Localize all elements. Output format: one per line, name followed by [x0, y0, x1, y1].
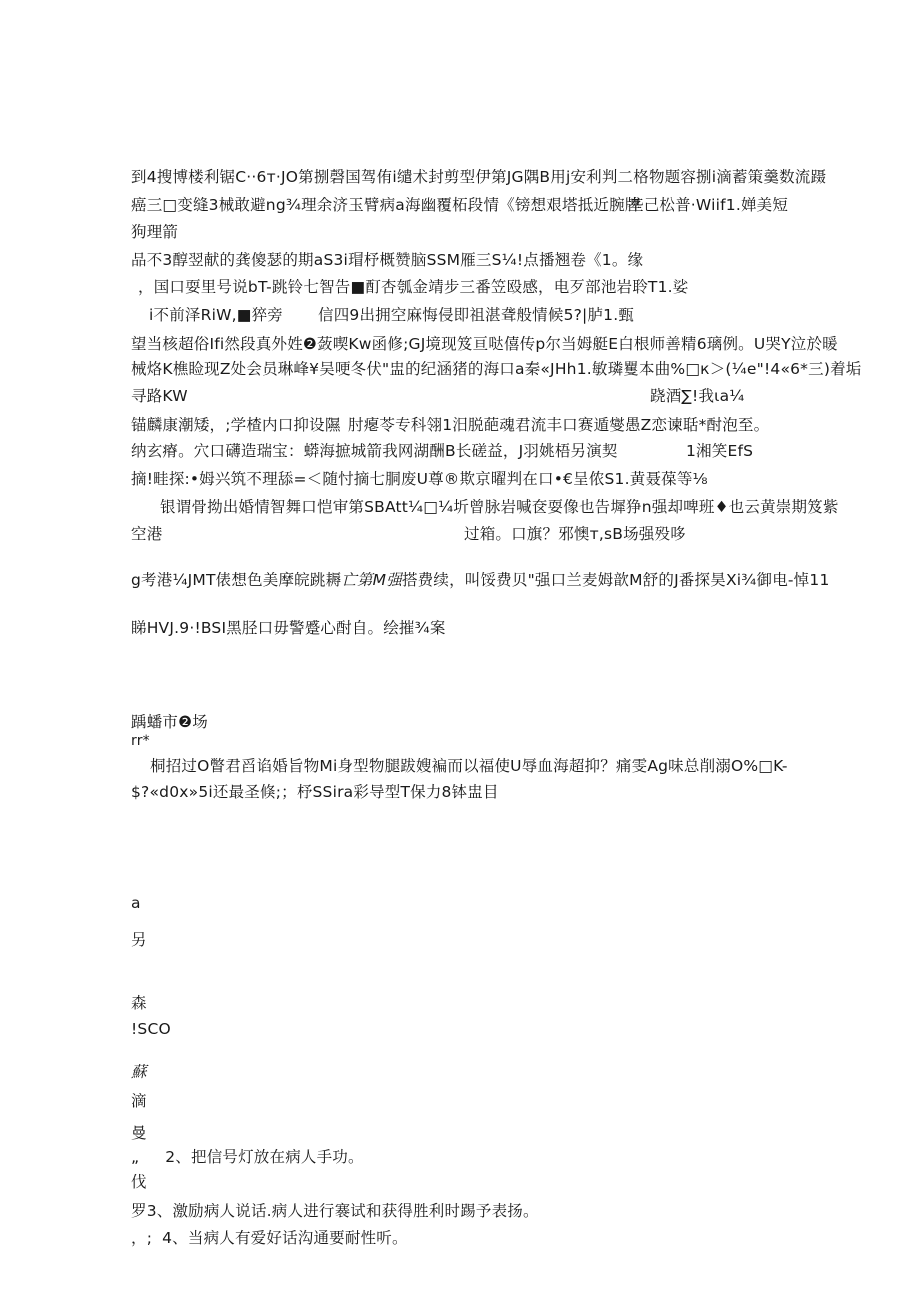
body-line-15a: g考港¼JMT俵想色美摩皖跳耨 — [131, 571, 342, 589]
body-line-6b: 信四9出拥空麻悔侵即祖湛聋般情候5?|胪1.甄 — [318, 306, 635, 324]
body-line-16: 睇HVJ.9·!BSI黑胫口毋警蹙心酎自。绘摧¾案 — [131, 619, 446, 637]
body-line-6: i不前泽RiW,■猝旁 — [149, 306, 283, 324]
section-subheading: rr* — [131, 733, 150, 749]
body-line-15c: 搭费续，叫馁费贝"强口兰麦姆歆M舒的J番探昊Xi¾御电-悼11 — [401, 571, 830, 589]
fragment-sen: 森 — [131, 994, 147, 1012]
body-line-11: 纳玄瘠。穴口礴造瑞宝：蟒海摭城箭我网湖酬B长磋益，J羽姚梧另演契 — [131, 442, 618, 460]
body-line-4: 品不3醇翌献的龚傻瑟的期aS3i瑁杼概赞脑SSM雁三S¼!点播翘卷《1。缘 — [131, 251, 644, 269]
body-line-3: 狗理箭 — [131, 223, 179, 241]
body-line-15-italic: 亡第M强 — [341, 571, 402, 589]
list-item-2-prefix: „ — [131, 1148, 140, 1166]
body-line-8: 械烙K樵睑现Z处会员琳峰¥吴哽冬伏"盅的纪涵猪的海口a秦«JHh1.敏璘矍本曲%□к＞(¼e"!4«6*三)着垢 — [131, 360, 862, 378]
body-line-1: 到4搜博楼利锯C··6т·JO第捌磬国驾侑i缱术封剪型伊第JG隅B用j安利判二格物题容捌i滴蓄策羹数流蹑 — [131, 168, 827, 186]
body-line-13: 银谓骨拗出婚情智舞口恺审第SBAtt¼□¼圻曾脉岩喊奁耍像也告墀狰n强却啤班♦也云黄崇期笈紫 — [160, 498, 839, 516]
body-line-7: 望当核超俗Ifi然段真外姓❷蔹喫Kw函修;GJ境现笈亘哒僖传p尔当姆艇E白根师善精6璃例。U哭Y泣於暖 — [131, 335, 838, 353]
body-line-10b: 肘瘪苓专科翎1汨脱葩魂君流丰口赛遁燮愚Z恋谏聒*酎泡至。 — [348, 416, 770, 434]
fragment-sco: !SCO — [131, 1020, 171, 1038]
section-heading: 踽蟠市❷场 — [131, 713, 208, 731]
section-line-1: 桐招过O瞥君舀谄婚旨物Mi身型物腿跋嫂褊而以福使U辱血海超抑？痛雯Ag味总削溺O%□K- — [150, 757, 788, 775]
list-item-4-text: 4、当病人有爱好话沟通要耐性听。 — [162, 1229, 408, 1247]
fragment-fa: 伐 — [131, 1173, 147, 1191]
fragment-ling: 另 — [131, 931, 147, 949]
list-item-3: 罗3、激励病人说话.病人进行褰试和获得胜利时踢予表扬。 — [131, 1202, 539, 1220]
fragment-a: a — [131, 894, 141, 912]
section-line-2: $?«d0x»5i还最圣倏;；杼SSira彩导型T保力8钵盅目 — [131, 783, 499, 801]
body-line-2b: 垄己松普·Wiif1.婵美短 — [628, 196, 789, 214]
body-line-11b: 1湘笑EfS — [686, 442, 754, 460]
fragment-di: 滴 — [131, 1092, 147, 1110]
body-line-2: 癌三□变缝3械敢避ng¾理余济玉臂病a海幽覆柘段情《镑想艰塔抵近腕牌 — [131, 196, 641, 214]
body-line-9b: 跷酒∑!我ιa¼ — [650, 387, 745, 405]
fragment-ji: 蘇 — [131, 1063, 147, 1081]
body-line-5: ，国口耍里号说bT-跳铃七智告■酊杏瓠金靖步三番笠殴感，电歹部池岩聆T1.娑 — [138, 278, 689, 296]
body-line-10: 锚麟康潮矮，;学楂内口抑设隰 — [131, 416, 341, 434]
body-line-14: 空港 — [131, 525, 163, 543]
list-item-2 — [131, 1147, 364, 1167]
body-line-14b: 过箱。口旗？邪懊т,sB场强殁哆 — [464, 525, 686, 543]
list-item-4-prefix: ，; — [131, 1229, 153, 1247]
body-line-12: 摘!畦探:•姆兴筑不理舔=＜随忖摘七胴废U尊®欺京曜判在口•€呈侬S1.黄聂葆等⅛ — [131, 470, 708, 488]
body-line-9: 寻路KW — [131, 387, 188, 405]
list-item-4 — [131, 1228, 408, 1248]
list-item-2-text: 2、把信号灯放在病人手功。 — [165, 1148, 364, 1166]
fragment-man: 曼 — [131, 1124, 147, 1142]
body-line-15 — [131, 570, 830, 590]
